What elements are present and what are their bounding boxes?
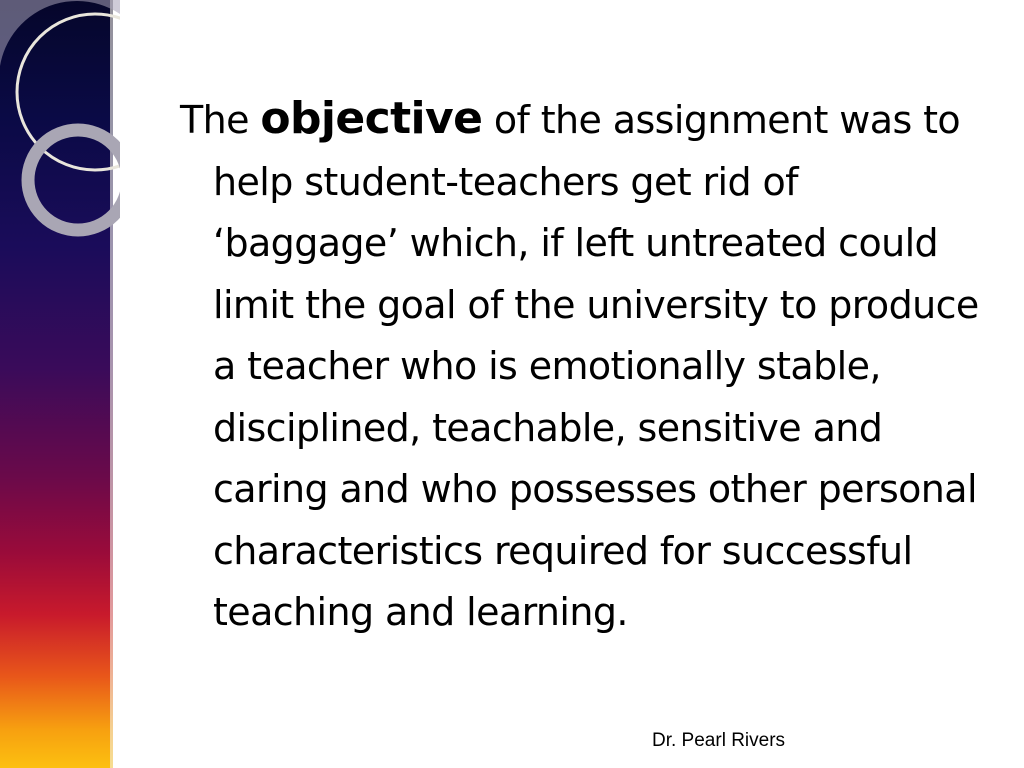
keyword-objective: objective [260, 93, 483, 144]
paragraph-rest: of the assignment was to help student-teachers get rid of ‘baggage’ which, if left untreated could limit the goal of the university to produce a teacher who is emotionally stable, disciplined, teachable, sensitive and caring and who possesses other personal characteristics required for successful teaching and learning. [213, 98, 979, 634]
author-signature: Dr. Pearl Rivers [652, 730, 786, 751]
decorative-circles-icon [0, 0, 120, 260]
slide-body-text [180, 88, 980, 644]
lead-word: The [180, 98, 249, 142]
objective-paragraph [180, 88, 980, 644]
